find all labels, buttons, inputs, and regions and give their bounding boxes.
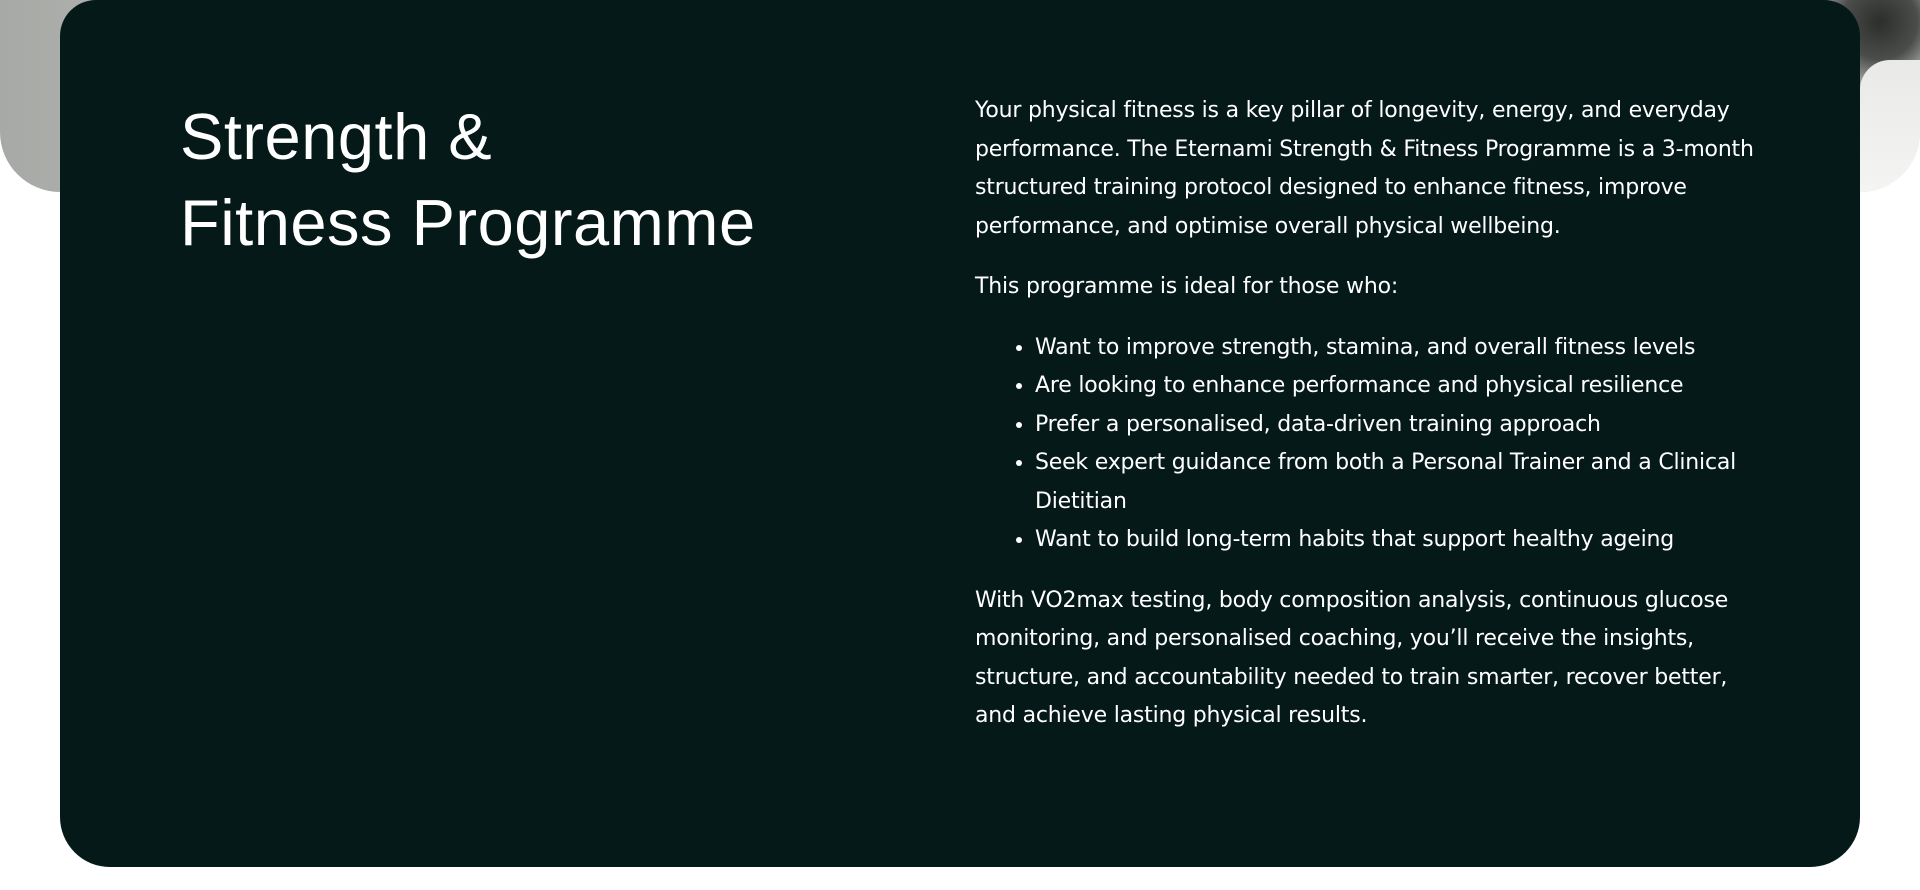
programme-title-line-2: Fitness Programme [180, 186, 756, 259]
list-item: • Are looking to enhance performance and physical resilience [1035, 367, 1755, 406]
list-item: • Seek expert guidance from both a Personal Trainer and a Clinical Dietitian [1035, 444, 1755, 521]
programme-title-line-1: Strength & [180, 100, 493, 173]
list-item: • Want to build long-term habits that support healthy ageing [1035, 521, 1755, 560]
intro-paragraph: Your physical fitness is a key pillar of longevity, energy, and everyday performance. The Eternami Strength & Fitness Programme is a 3-month structured training protocol designed to enhance fitness, improve performance, and optimise overall physical wellbeing. [975, 98, 1754, 239]
programme-description [975, 92, 1755, 758]
gym-equipment-highlight [1860, 60, 1920, 192]
closing-paragraph: With VO2max testing, body composition analysis, continuous glucose monitoring, and personalised coaching, you’ll receive the insights, structure, and accountability needed to train smarter, recover better, and achieve lasting physical results. [975, 587, 1729, 728]
programme-title [180, 94, 880, 266]
programme-info-panel [60, 0, 1860, 867]
list-item: • Prefer a personalised, data-driven training approach [1035, 406, 1755, 445]
audience-list [975, 329, 1755, 560]
list-item: • Want to improve strength, stamina, and overall fitness levels [1035, 329, 1755, 368]
audience-intro: This programme is ideal for those who: [975, 274, 1399, 299]
